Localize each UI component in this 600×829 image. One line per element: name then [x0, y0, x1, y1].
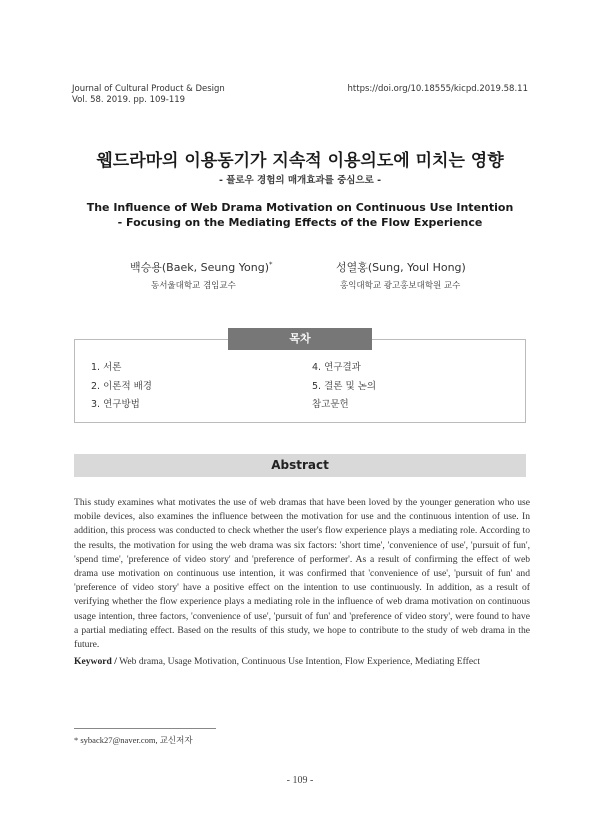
toc-heading: 목차 [228, 328, 372, 350]
toc-item: 2. 이론적 배경 [91, 380, 152, 392]
toc-item: 3. 연구방법 [91, 399, 140, 410]
author-2-affiliation: 홍익대학교 광고홍보대학원 교수 [340, 281, 461, 291]
keyword-label: Keyword / [74, 656, 117, 667]
footnote: * syback27@naver.com, 교신저자 [74, 735, 193, 745]
title-english-line2: - Focusing on the Mediating Effects of the Flow Experience [117, 216, 483, 229]
toc-column-right [312, 359, 376, 415]
journal-info [72, 84, 225, 106]
journal-volume: Vol. 58. 2019. pp. 109-119 [72, 95, 186, 105]
author-2-name: 성열홍(Sung, Youl Hong) [336, 261, 466, 274]
page-number: - 109 - [286, 775, 314, 786]
toc-column-left [91, 359, 152, 415]
keywords [74, 656, 530, 667]
paper-title-korean: 웹드라마의 이용동기가 지속적 이용의도에 미치는 영향 [96, 151, 504, 171]
journal-name: Journal of Cultural Product & Design [72, 84, 225, 94]
corresponding-mark: * [269, 260, 273, 269]
doi-link[interactable]: https://doi.org/10.18555/kicpd.2019.58.11 [347, 84, 528, 94]
toc-item: 4. 연구결과 [312, 362, 361, 373]
toc-item: 1. 서론 [91, 362, 122, 373]
author-1-name: 백승용(Baek, Seung Yong) [130, 261, 269, 274]
abstract-heading: Abstract [74, 454, 526, 477]
title-english-line1: The Influence of Web Drama Motivation on Continuous Use Intention [86, 201, 514, 214]
toc-item: 참고문헌 [312, 399, 349, 410]
author-2 [336, 259, 466, 275]
abstract-body: This study examines what motivates the use of web dramas that have been loved by the younger generation who use mobile devices, also examines the influence between the motivation for use and the continuous intention of use. In addition, this process was conducted to check whether the user's flow experience plays a mediating role. According to the results, the motivation for using the web drama was six factors: 'short time', 'convenience of use', 'pursuit of fun', 'spend time', 'preference of video story' and 'preference of performer'. As a result of confirming the effect of web drama use motivation on continuous use intention, it was confirmed that 'convenience of use', 'pursuit of fun' and 'preference of video story' have a positive effect on the intention to use continuously. In addition, as a result of verifying whether the flow experience plays a mediating role in the influence of web drama motivation on continuous usage intention, three factors, 'convenience of use', 'pursuit of fun' and 'preference of video story', were found to have a partial mediating effect. Based on the results of this study, we hope to contribute to the study of web drama in the future. [74, 497, 530, 651]
keyword-text: Web drama, Usage Motivation, Continuous Use Intention, Flow Experience, Mediating Effect [119, 656, 481, 667]
paper-title-english [0, 200, 600, 230]
author-1 [130, 259, 273, 275]
author-1-affiliation: 동서울대학교 겸임교수 [151, 281, 236, 291]
toc-item: 5. 결론 및 논의 [312, 380, 377, 392]
paper-subtitle-korean: - 플로우 경험의 매개효과를 중심으로 - [218, 175, 382, 186]
footnote-divider [74, 728, 216, 729]
